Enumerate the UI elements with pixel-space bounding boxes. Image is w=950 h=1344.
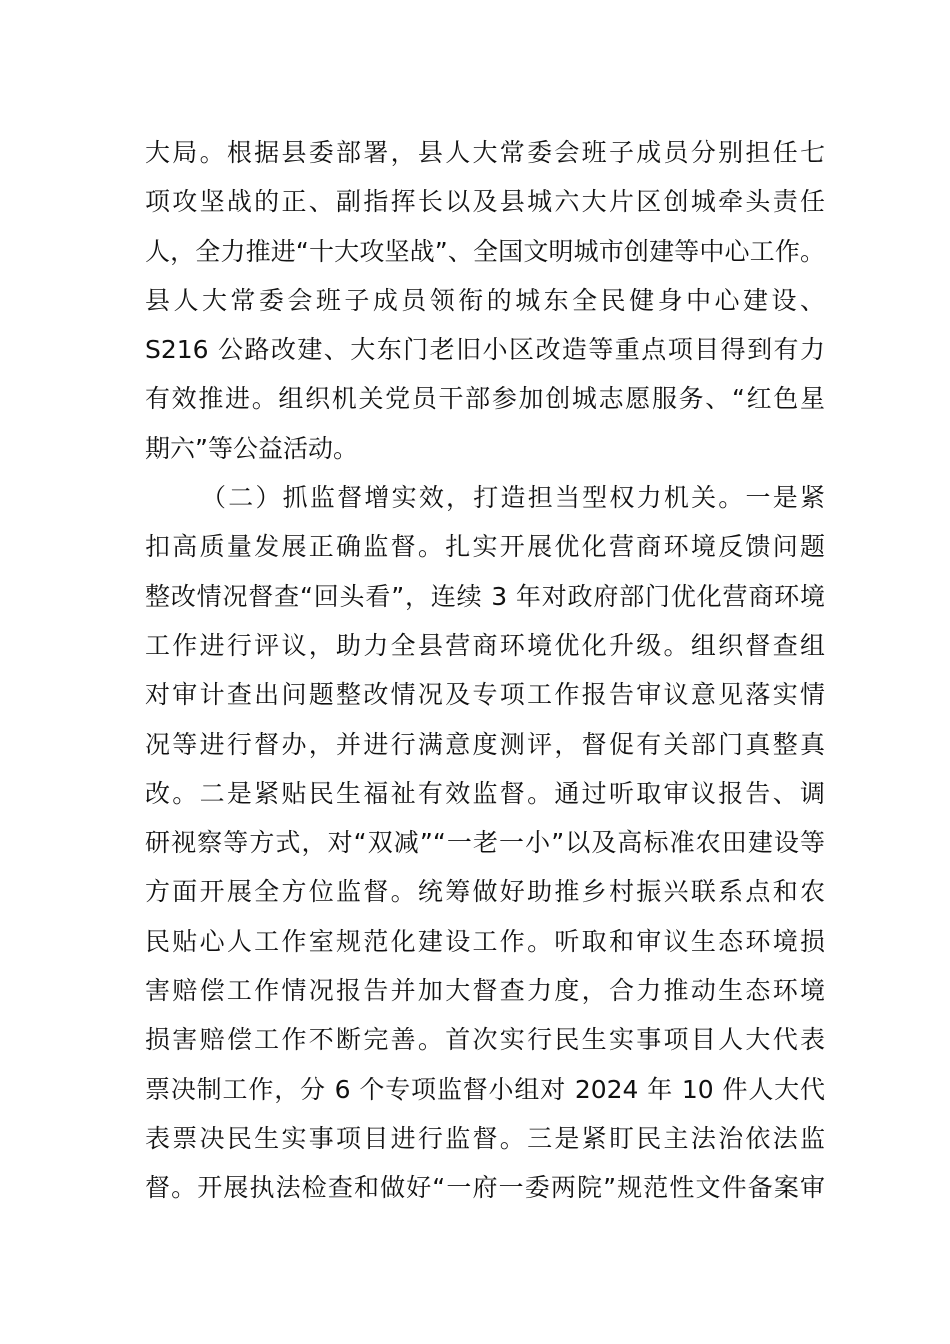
text-line: 票决制工作，分 6 个专项监督小组对 2024 年 10 件人大代 xyxy=(145,1074,825,1104)
paragraph-1 xyxy=(145,128,825,473)
text-line: 县人大常委会班子成员领衔的城东全民健身中心建设、 xyxy=(145,285,825,315)
text-line: 方面开展全方位监督。统筹做好助推乡村振兴联系点和农 xyxy=(145,877,825,907)
text-line: 表票决民生实事项目进行监督。三是紧盯民主法治依法监 xyxy=(145,1123,825,1153)
text-line: （二）抓监督增实效，打造担当型权力机关。一是紧 xyxy=(201,483,825,513)
text-line: 期六”等公益活动。 xyxy=(145,433,358,463)
text-line: 害赔偿工作情况报告并加大督查力度，合力推动生态环境 xyxy=(145,976,825,1006)
text-line: 扣高质量发展正确监督。扎实开展优化营商环境反馈问题 xyxy=(145,532,825,562)
text-line: S216 公路改建、大东门老旧小区改造等重点项目得到有力 xyxy=(145,335,825,365)
text-line: 对审计查出问题整改情况及专项工作报告审议意见落实情 xyxy=(145,680,825,710)
text-line: 有效推进。组织机关党员干部参加创城志愿服务、“红色星 xyxy=(145,384,825,414)
text-line: 民贴心人工作室规范化建设工作。听取和审议生态环境损 xyxy=(145,926,825,956)
paragraph-2 xyxy=(145,473,825,1212)
text-line: 改。二是紧贴民生福祉有效监督。通过听取审议报告、调 xyxy=(145,778,825,808)
text-line: 研视察等方式，对“双减”“一老一小”以及高标准农田建设等 xyxy=(145,828,825,858)
text-line: 损害赔偿工作不断完善。首次实行民生实事项目人大代表 xyxy=(145,1025,825,1055)
text-line: 整改情况督查“回头看”，连续 3 年对政府部门优化营商环境 xyxy=(145,581,825,611)
text-line: 大局。根据县委部署，县人大常委会班子成员分别担任七 xyxy=(145,138,825,167)
text-line: 工作进行评议，助力全县营商环境优化升级。组织督查组 xyxy=(145,630,825,660)
text-line: 况等进行督办，并进行满意度测评，督促有关部门真整真 xyxy=(145,729,825,759)
text-line: 督。开展执法检查和做好“一府一委两院”规范性文件备案审 xyxy=(145,1173,825,1203)
text-line: 项攻坚战的正、副指挥长以及县城六大片区创城牵头责任 xyxy=(145,187,825,217)
document-body xyxy=(145,128,825,1213)
text-line: 人，全力推进“十大攻坚战”、全国文明城市创建等中心工作。 xyxy=(145,236,825,266)
